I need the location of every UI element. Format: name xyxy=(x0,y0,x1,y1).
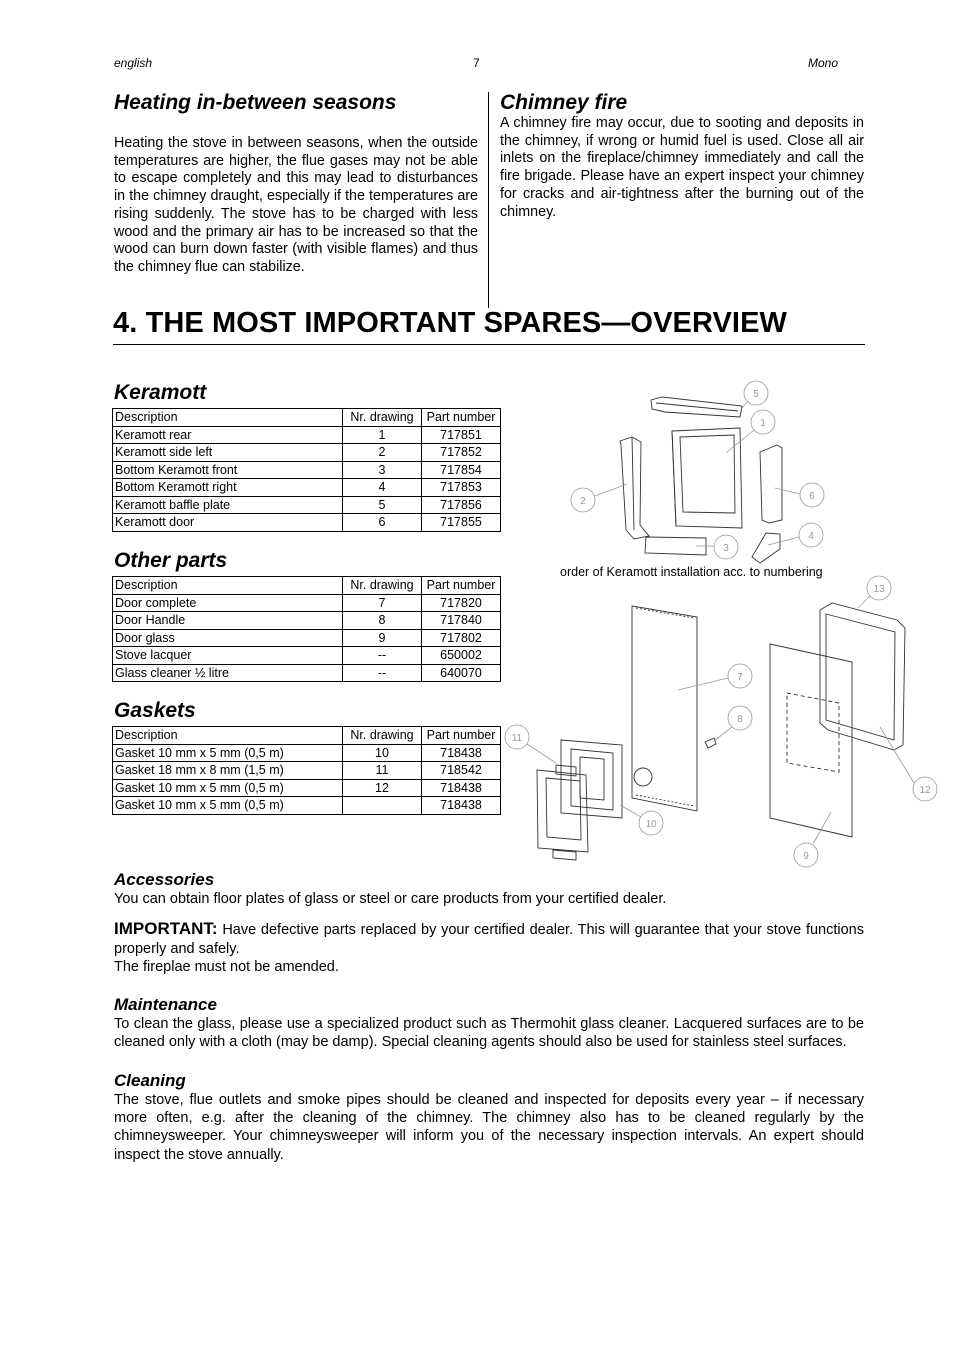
callout-label: 8 xyxy=(737,714,743,725)
cell-desc: Keramott rear xyxy=(113,426,343,444)
table-row xyxy=(113,444,501,462)
cell-nr: 1 xyxy=(343,426,422,444)
col-description: Description xyxy=(113,577,343,595)
cell-desc: Gasket 10 mm x 5 mm (0,5 m) xyxy=(113,779,343,797)
cell-part: 717820 xyxy=(422,594,501,612)
col-drawing: Nr. drawing xyxy=(343,577,422,595)
cell-nr: 12 xyxy=(343,779,422,797)
table-row xyxy=(113,797,501,815)
section-number: 4. xyxy=(113,307,138,339)
accessories-title: Accessories xyxy=(114,870,215,889)
page-number: 7 xyxy=(473,56,480,70)
heating-body: Heating the stove in between seasons, when the outside temperatures are higher, the flue gases may not be able to escape completely and this may lead to disturbances in the chimney draught, especially if the temperatures are rising suddenly. The stove has to be charged with less wood and the primary air has to be increased so that the wood can burn down faster (with visible flames) and thus the chimney flue can stabilize. xyxy=(114,135,478,275)
exploded-parts-diagram xyxy=(500,372,945,872)
cell-desc: Gasket 18 mm x 8 mm (1,5 m) xyxy=(113,762,343,780)
cell-desc: Gasket 10 mm x 5 mm (0,5 m) xyxy=(113,797,343,815)
cell-nr: -- xyxy=(343,664,422,682)
cell-nr: 11 xyxy=(343,762,422,780)
cell-nr: 9 xyxy=(343,629,422,647)
cell-nr: 10 xyxy=(343,744,422,762)
cell-desc: Door Handle xyxy=(113,612,343,630)
cell-nr: 6 xyxy=(343,514,422,532)
cell-desc: Door glass xyxy=(113,629,343,647)
lower-text xyxy=(114,870,864,1164)
cell-desc: Stove lacquer xyxy=(113,647,343,665)
table-row xyxy=(113,514,501,532)
maintenance-body: To clean the glass, please use a specialized product such as Thermohit glass cleaner. Lacquered surfaces are to be cleaned only with a cloth (may be damp). Special cleaning agents should also be used for stainless steel surfaces. xyxy=(114,1016,864,1051)
cell-part: 640070 xyxy=(422,664,501,682)
cell-desc: Bottom Keramott right xyxy=(113,479,343,497)
cell-nr: 3 xyxy=(343,461,422,479)
header-product: Mono xyxy=(808,56,839,70)
other-parts-table xyxy=(112,576,501,682)
chimney-title: Chimney fire xyxy=(500,91,628,114)
important-body: Have defective parts replaced by your certified dealer. This will guarantee that your stove functions properly and safely. xyxy=(114,922,864,957)
keramott-exploded-view xyxy=(571,381,824,563)
col-drawing: Nr. drawing xyxy=(343,409,422,427)
cell-desc: Keramott door xyxy=(113,514,343,532)
callout-label: 4 xyxy=(808,531,814,542)
heating-title: Heating in-between seasons xyxy=(114,91,397,114)
cell-desc: Bottom Keramott front xyxy=(113,461,343,479)
cell-nr xyxy=(343,797,422,815)
chimney-body: A chimney fire may occur, due to sooting and deposits in the chimney, if wrong or humid fuel is used. Close all air inlets on the fireplace/chimney immediately and call the fire brigade. Please have an expert inspect your chimney for cracks and air-tightness after the burning out of the chimney. xyxy=(500,115,864,220)
table-header-row xyxy=(113,577,501,595)
header-language: english xyxy=(114,56,153,70)
callout-label: 3 xyxy=(723,543,729,554)
callout-label: 6 xyxy=(809,491,815,502)
cell-desc: Door complete xyxy=(113,594,343,612)
table-header-row xyxy=(113,727,501,745)
accessories-body: You can obtain floor plates of glass or steel or care products from your certified dealer. xyxy=(114,891,667,907)
cell-nr: 8 xyxy=(343,612,422,630)
cell-desc: Glass cleaner ½ litre xyxy=(113,664,343,682)
section-title: THE MOST IMPORTANT SPARES—OVERVIEW xyxy=(145,307,788,339)
col-part: Part number xyxy=(422,727,501,745)
col-part: Part number xyxy=(422,409,501,427)
chimney-section xyxy=(500,91,864,221)
heating-section xyxy=(114,91,478,277)
cell-part: 717854 xyxy=(422,461,501,479)
cell-part: 718438 xyxy=(422,779,501,797)
cell-nr: 5 xyxy=(343,496,422,514)
table-row xyxy=(113,629,501,647)
keramott-title: Keramott xyxy=(114,381,207,404)
section-rule xyxy=(113,344,865,345)
callout-label: 11 xyxy=(511,733,523,744)
callout-label: 9 xyxy=(803,851,809,862)
col-drawing: Nr. drawing xyxy=(343,727,422,745)
important-paragraph xyxy=(114,920,864,958)
cell-nr: 2 xyxy=(343,444,422,462)
cell-part: 717855 xyxy=(422,514,501,532)
cell-desc: Keramott side left xyxy=(113,444,343,462)
other-parts-title: Other parts xyxy=(114,549,228,572)
cell-part: 717840 xyxy=(422,612,501,630)
cell-nr: -- xyxy=(343,647,422,665)
callout-label: 13 xyxy=(873,584,885,595)
table-row xyxy=(113,496,501,514)
cell-part: 718542 xyxy=(422,762,501,780)
callout-label: 1 xyxy=(760,418,766,429)
callout-label: 10 xyxy=(645,819,657,830)
door-exploded-view xyxy=(505,576,937,867)
column-divider xyxy=(488,92,489,308)
table-row xyxy=(113,612,501,630)
cell-part: 718438 xyxy=(422,797,501,815)
gaskets-table xyxy=(112,726,501,815)
keramott-table xyxy=(112,408,501,532)
cell-desc: Gasket 10 mm x 5 mm (0,5 m) xyxy=(113,744,343,762)
callout-label: 5 xyxy=(753,389,759,400)
cell-part: 650002 xyxy=(422,647,501,665)
table-row xyxy=(113,479,501,497)
gaskets-title: Gaskets xyxy=(114,699,196,722)
col-description: Description xyxy=(113,727,343,745)
table-row xyxy=(113,647,501,665)
important-note: The fireplae must not be amended. xyxy=(114,958,339,975)
cell-part: 717856 xyxy=(422,496,501,514)
callout-label: 2 xyxy=(580,496,586,507)
important-label: IMPORTANT: xyxy=(114,919,218,939)
cell-part: 718438 xyxy=(422,744,501,762)
cell-part: 717852 xyxy=(422,444,501,462)
table-row xyxy=(113,461,501,479)
table-row xyxy=(113,779,501,797)
cleaning-title: Cleaning xyxy=(114,1070,186,1090)
callout-label: 12 xyxy=(919,785,931,796)
cell-desc: Keramott baffle plate xyxy=(113,496,343,514)
cleaning-body: The stove, flue outlets and smoke pipes should be cleaned and inspected for deposits every year – if necessary more often, e.g. after the cleaning of the chimney. The chimney also has to be cleaned regularly by the chimneysweeper. Your chimneysweeper will inform you of the necessary inspection intervals. An expert should inspect the stove annually. xyxy=(114,1091,864,1163)
col-part: Part number xyxy=(422,577,501,595)
callout-label: 7 xyxy=(737,672,743,683)
table-header-row xyxy=(113,409,501,427)
maintenance-title: Maintenance xyxy=(114,995,217,1015)
cell-nr: 7 xyxy=(343,594,422,612)
cell-nr: 4 xyxy=(343,479,422,497)
table-row xyxy=(113,744,501,762)
table-row xyxy=(113,426,501,444)
cell-part: 717853 xyxy=(422,479,501,497)
table-row xyxy=(113,594,501,612)
col-description: Description xyxy=(113,409,343,427)
section-heading xyxy=(113,307,787,340)
cell-part: 717851 xyxy=(422,426,501,444)
cell-part: 717802 xyxy=(422,629,501,647)
diagram-caption: order of Keramott installation acc. to numbering xyxy=(560,565,823,579)
table-row xyxy=(113,664,501,682)
table-row xyxy=(113,762,501,780)
